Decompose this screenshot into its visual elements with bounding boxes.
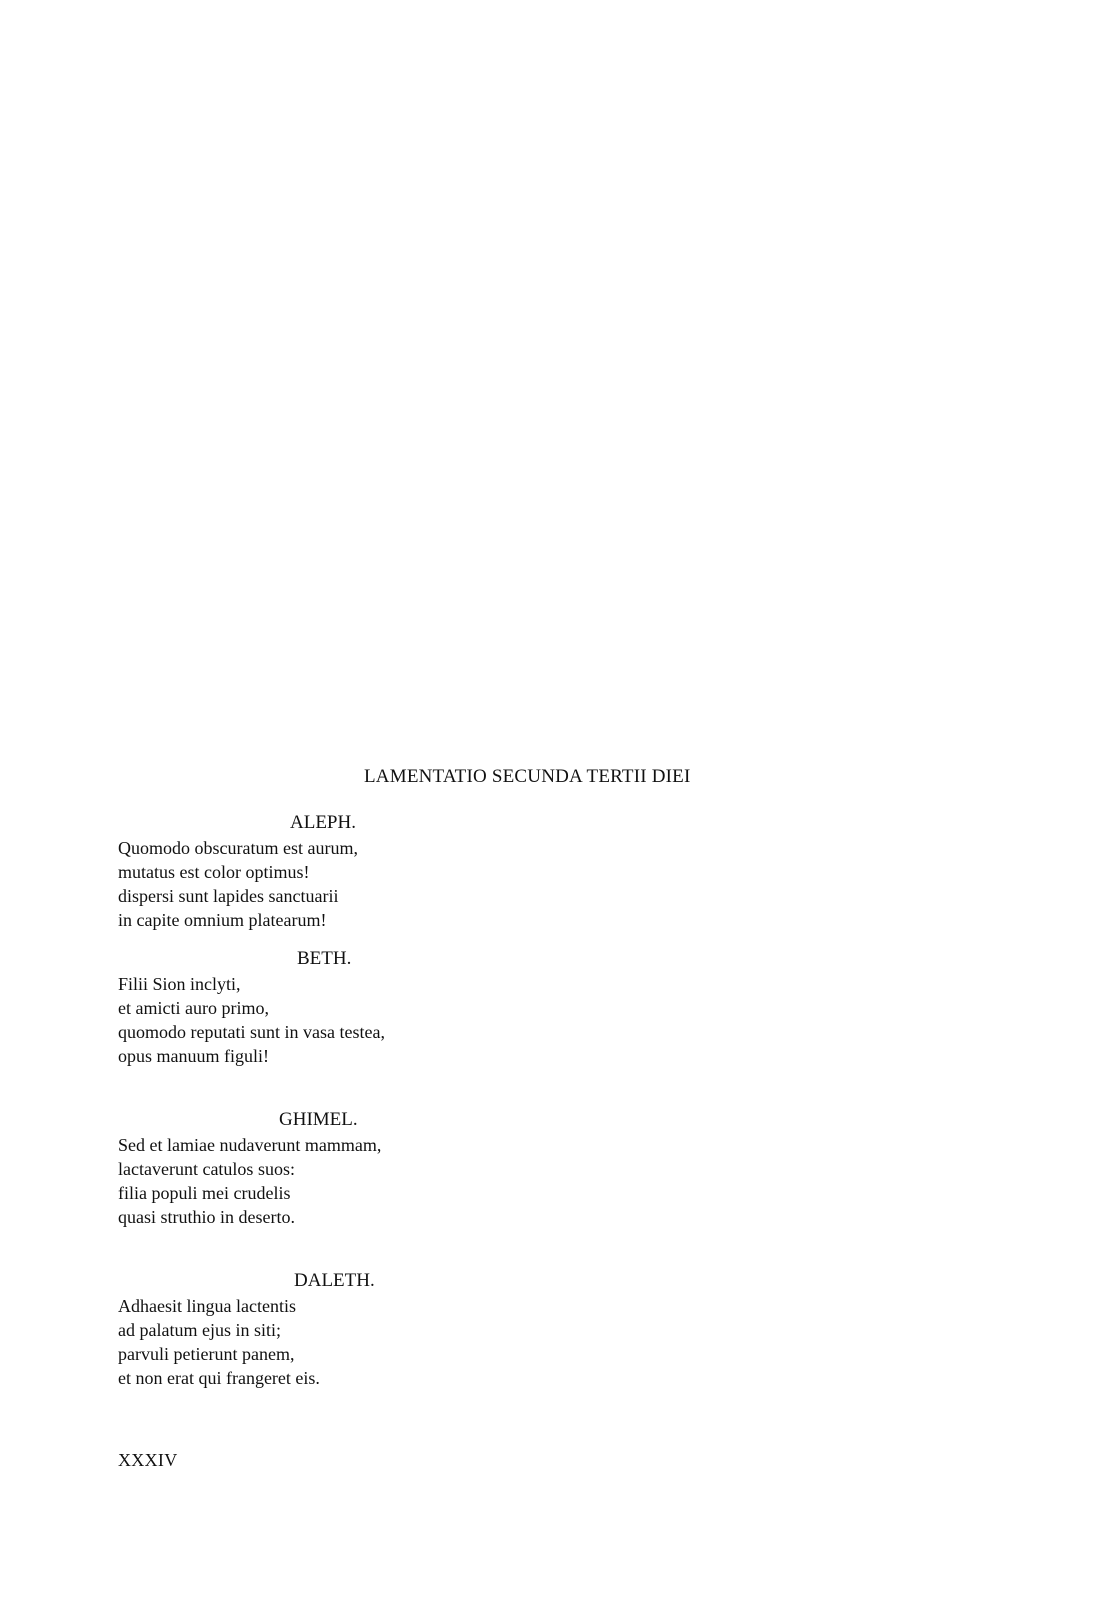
verse-line: Adhaesit lingua lactentis [118,1296,296,1316]
verse-line: quasi struthio in deserto. [118,1207,295,1227]
verse-line: Filii Sion inclyti, [118,974,241,994]
page-number: XXXIV [118,1450,178,1470]
stanza-heading: GHIMEL. [279,1109,358,1130]
verse-line: et non erat qui frangeret eis. [118,1368,320,1388]
stanza-lines [118,972,385,1068]
verse-line: in capite omnium platearum! [118,910,327,930]
title-text: LAMENTATIO SECUNDA TERTII DIEI [364,766,691,787]
stanza-lines [118,1133,381,1229]
verse-line: ad palatum ejus in siti; [118,1320,281,1340]
verse-line: parvuli petierunt panem, [118,1344,295,1364]
stanza-lines [118,1294,320,1390]
verse-line: Sed et lamiae nudaverunt mammam, [118,1135,382,1155]
verse-line: quomodo reputati sunt in vasa testea, [118,1022,385,1042]
verse-line: Quomodo obscuratum est aurum, [118,838,358,858]
stanza-heading: DALETH. [294,1270,375,1291]
verse-line: opus manuum figuli! [118,1046,269,1066]
verse-line: dispersi sunt lapides sanctuarii [118,886,339,906]
stanza-heading: BETH. [297,948,352,969]
verse-line: lactaverunt catulos suos: [118,1159,295,1179]
verse-line: filia populi mei crudelis [118,1183,291,1203]
verse-line: mutatus est color optimus! [118,862,310,882]
stanza-heading: ALEPH. [290,812,356,833]
verse-line: et amicti auro primo, [118,998,269,1018]
stanza-lines [118,836,358,932]
